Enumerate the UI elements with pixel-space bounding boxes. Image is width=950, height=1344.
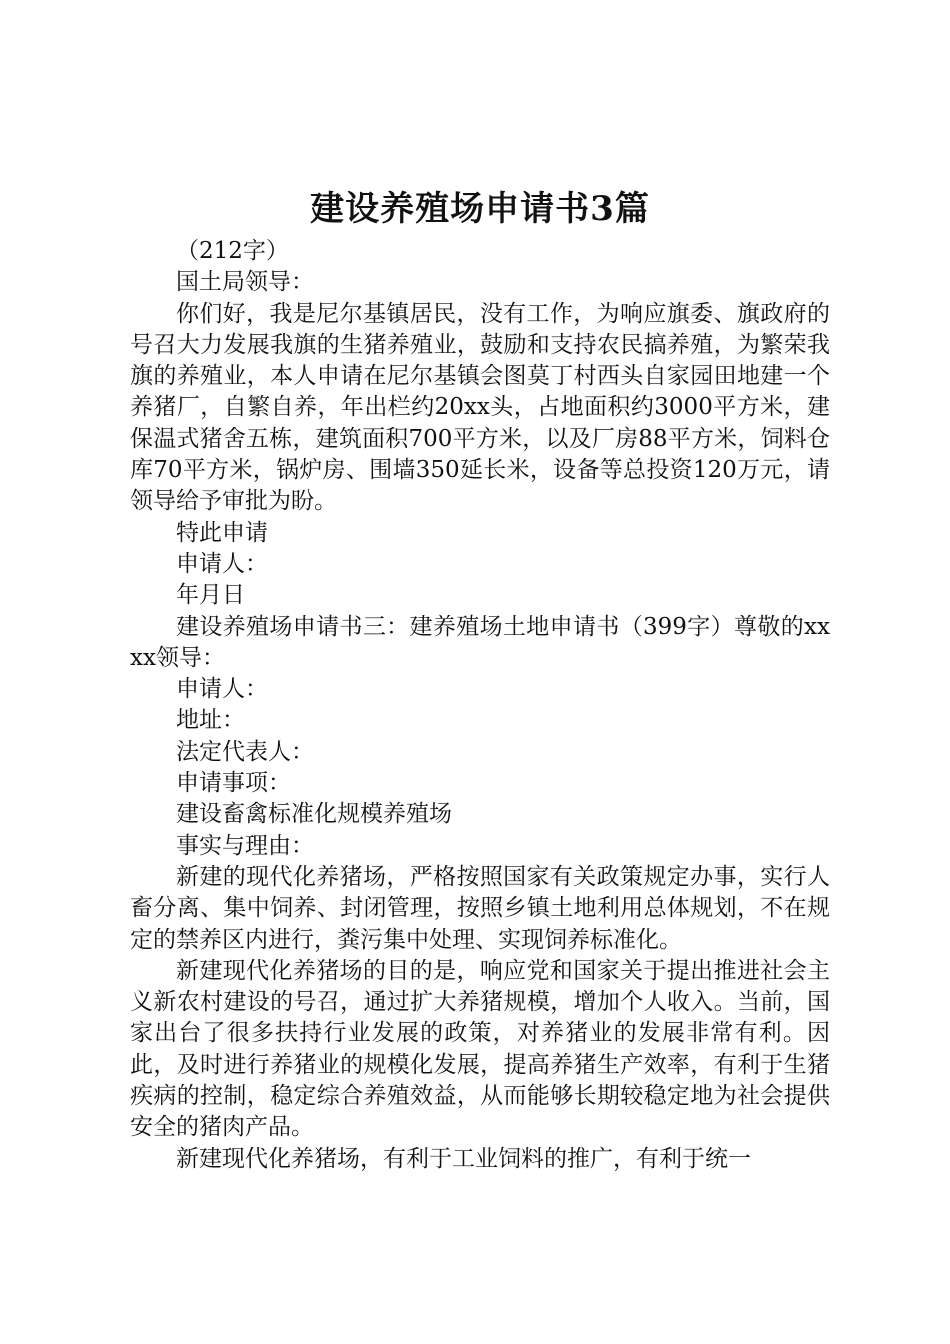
paragraph-facts-3: 新建现代化养猪场，有利于工业饲料的推广，有利于统一 <box>176 1145 751 1172</box>
paragraph-applicant: 申请人： <box>176 550 268 577</box>
paragraph-address-field: 地址： <box>176 707 245 734</box>
paragraph-legal-representative-field: 法定代表人： <box>176 738 314 765</box>
paragraph-salutation: 国土局领导： <box>176 269 314 296</box>
paragraph-applicant-field: 申请人： <box>176 676 268 703</box>
document-title: 建设养殖场申请书3篇 <box>310 189 650 229</box>
paragraph-facts-2: 新建现代化养猪场的目的是，响应党和国家关于提出推进社会主义新农村建设的号召，通过扩大养猪规模，增加个人收入。当前，国家出台了很多扶持行业发展的政策，对养猪业的发展非常有利。因此，及时进行养猪业的规模化发展，提高养猪生产效率，有利于生猪疾病的控制，稳定综合养殖效益，从而能够长期较稳定地为社会提供安全的猪肉产品。 <box>130 957 830 1141</box>
paragraph-date: 年月日 <box>176 582 245 609</box>
paragraph-facts-heading: 事实与理由： <box>176 832 314 859</box>
paragraph-section-three-heading: 建设养殖场申请书三：建养殖场土地申请书（399字）尊敬的xxxx领导： <box>130 613 830 671</box>
paragraph-facts-1: 新建的现代化养猪场，严格按照国家有关政策规定办事，实行人畜分离、集中饲养、封闭管理，按照乡镇土地利用总体规划，不在规定的禁养区内进行，粪污集中处理、实现饲养标准化。 <box>130 863 830 953</box>
document-body <box>130 186 830 1175</box>
paragraph-closing: 特此申请 <box>176 519 268 546</box>
paragraph-request-item-value: 建设畜禽标准化规模养殖场 <box>176 801 452 828</box>
document-content <box>130 236 830 1175</box>
paragraph-request-item-field: 申请事项： <box>176 770 291 797</box>
paragraph-request-body: 你们好，我是尼尔基镇居民，没有工作，为响应旗委、旗政府的号召大力发展我旗的生猪养殖业，鼓励和支持农民搞养殖，为繁荣我旗的养殖业，本人申请在尼尔基镇会图莫丁村西头自家园田地建一个养猪厂，自繁自养，年出栏约20xx头，占地面积约3000平方米，建保温式猪舍五栋，建筑面积700平方米，以及厂房88平方米，饲料仓库70平方米，锅炉房、围墙350延长米，设备等总投资120万元，请领导给予审批为盼。 <box>130 300 830 515</box>
paragraph-word-count: （212字） <box>176 238 289 264</box>
